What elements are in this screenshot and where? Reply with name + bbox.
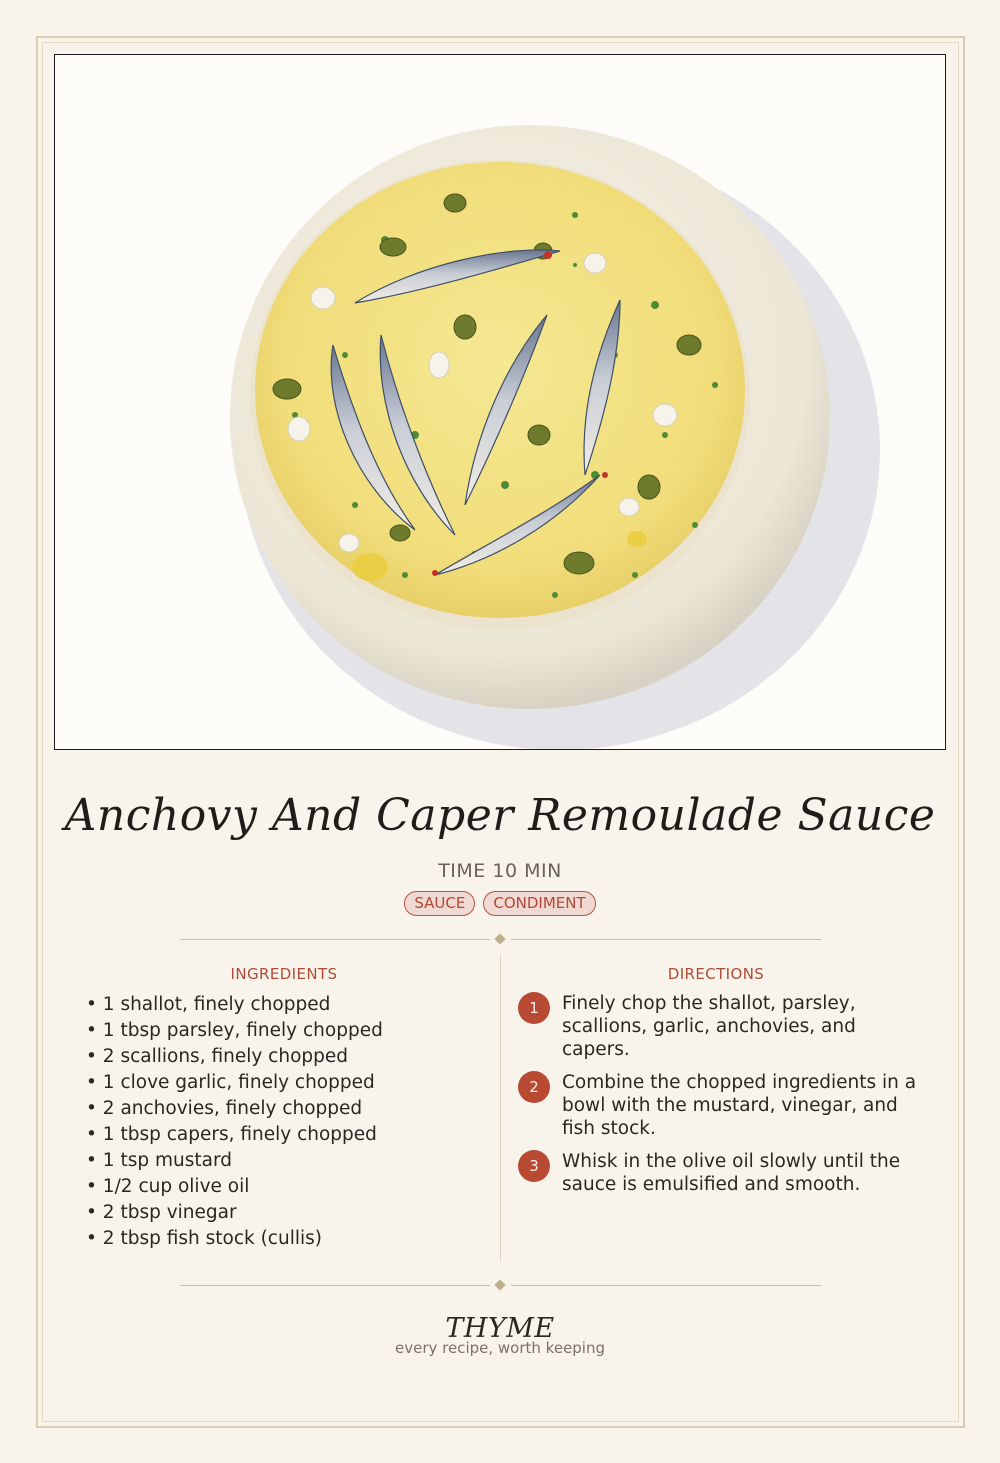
directions-heading: DIRECTIONS: [667, 965, 765, 983]
step-text: Finely chop the shallot, parsley, scallions, garlic, anchovies, and capers.: [562, 993, 856, 1060]
direction-step: [518, 992, 918, 1061]
tag-condiment: CONDIMENT: [483, 891, 595, 916]
direction-step: [518, 1071, 918, 1140]
diamond-icon: [494, 1279, 505, 1290]
list-item: • 1/2 cup olive oil: [86, 1174, 486, 1200]
sauce-bowl-illustration: [55, 55, 946, 750]
step-number-badge: 1: [518, 992, 550, 1024]
step-number-badge: 3: [518, 1150, 550, 1182]
directions-list: [518, 992, 918, 1206]
ingredients-list: [86, 992, 486, 1252]
brand-name: THYME: [445, 1313, 555, 1344]
list-item: • 2 anchovies, finely chopped: [86, 1096, 486, 1122]
recipe-title: Anchovy And Caper Remoulade Sauce: [64, 790, 936, 841]
step-number-badge: 2: [518, 1071, 550, 1103]
step-text: Whisk in the olive oil slowly until the sauce is emulsified and smooth.: [562, 1151, 901, 1195]
column-divider: [500, 955, 501, 1261]
recipe-photo: [54, 54, 946, 750]
list-item: • 2 scallions, finely chopped: [86, 1044, 486, 1070]
list-item: • 1 shallot, finely chopped: [86, 992, 486, 1018]
list-item: • 2 tbsp fish stock (cullis): [86, 1226, 486, 1252]
step-text: Combine the chopped ingredients in a bowl with the mustard, vinegar, and fish stock.: [562, 1072, 917, 1139]
list-item: • 1 clove garlic, finely chopped: [86, 1070, 486, 1096]
list-item: • 2 tbsp vinegar: [86, 1200, 486, 1226]
ingredients-heading: INGREDIENTS: [230, 965, 338, 983]
divider-bottom: [180, 1280, 821, 1292]
prep-time: TIME 10 MIN: [438, 860, 562, 882]
divider-top: [180, 934, 821, 946]
tag-sauce: SAUCE: [404, 891, 475, 916]
brand-tagline: every recipe, worth keeping: [394, 1339, 605, 1357]
list-item: • 1 tbsp capers, finely chopped: [86, 1122, 486, 1148]
list-item: • 1 tbsp parsley, finely chopped: [86, 1018, 486, 1044]
direction-step: [518, 1150, 918, 1196]
diamond-icon: [494, 933, 505, 944]
list-item: • 1 tsp mustard: [86, 1148, 486, 1174]
tag-list: [0, 891, 1000, 916]
